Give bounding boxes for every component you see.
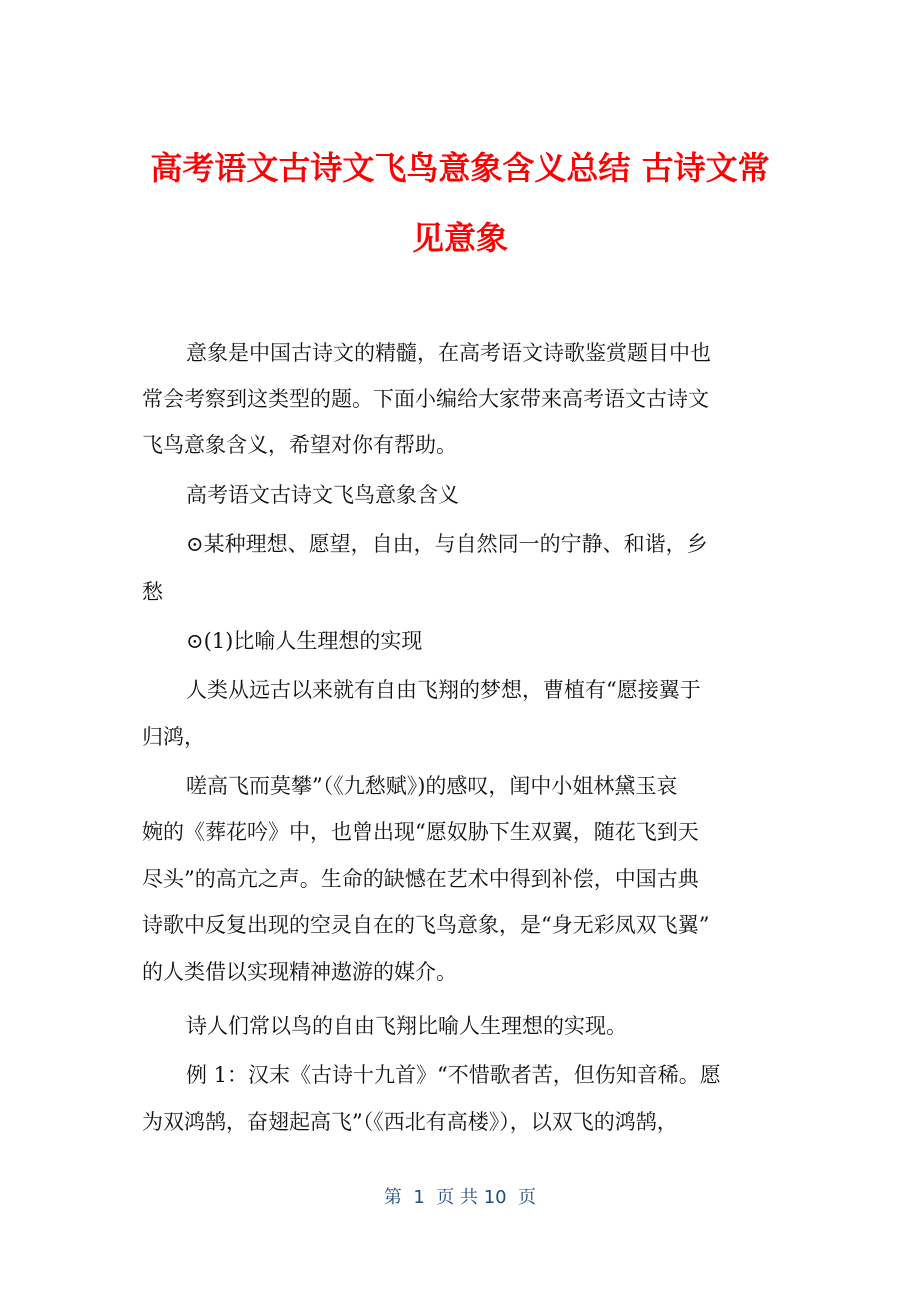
paragraph-line: 意象是中国古诗文的精髓，在高考语文诗歌鉴赏题目中也 bbox=[186, 341, 711, 365]
paragraph-line: 嗟高飞而莫攀”（《九愁赋》)的感叹，闺中小姐林黛玉哀 bbox=[186, 774, 678, 798]
paragraph-line: ⊙某种理想、愿望，自由，与自然同一的宁静、和谐，乡 bbox=[186, 532, 708, 556]
paragraph-line: 例 1：汉末《古诗十九首》“不惜歌者苦，但伤知音稀。愿 bbox=[186, 1063, 721, 1087]
paragraph-line: 的人类借以实现精神遨游的媒介。 bbox=[142, 960, 457, 984]
paragraph-line: 婉的《葬花吟》中，也曾出现“愿奴胁下生双翼，随花飞到天 bbox=[142, 820, 699, 844]
document-title-line-2: 见意象 bbox=[411, 219, 508, 257]
document-title-line-1: 高考语文古诗文飞鸟意象含义总结 古诗文常 bbox=[150, 149, 770, 187]
paragraph-line: 诗人们常以鸟的自由飞翔比喻人生理想的实现。 bbox=[186, 1014, 627, 1038]
paragraph-line: 尽头”的高亢之声。生命的缺憾在艺术中得到补偿，中国古典 bbox=[142, 867, 699, 891]
paragraph-line: 归鸿， bbox=[142, 725, 205, 749]
paragraph-line: 人类从远古以来就有自由飞翔的梦想，曹植有“愿接翼于 bbox=[186, 678, 701, 702]
paragraph-line: 诗歌中反复出现的空灵自在的飞鸟意象，是“身无彩凤双飞翼” bbox=[142, 913, 710, 937]
page-footer: 第 1 页 共 10 页 bbox=[383, 1187, 537, 1208]
subsection-heading: ⊙(1)比喻人生理想的实现 bbox=[186, 629, 423, 653]
paragraph-line: 飞鸟意象含义，希望对你有帮助。 bbox=[142, 433, 457, 457]
section-heading: 高考语文古诗文飞鸟意象含义 bbox=[186, 483, 459, 507]
paragraph-line: 常会考察到这类型的题。下面小编给大家带来高考语文古诗文 bbox=[142, 387, 709, 411]
paragraph-line: 愁 bbox=[142, 580, 163, 604]
paragraph-line: 为双鸿鹄，奋翅起高飞”（《西北有高楼》），以双飞的鸿鹄， bbox=[142, 1110, 678, 1134]
